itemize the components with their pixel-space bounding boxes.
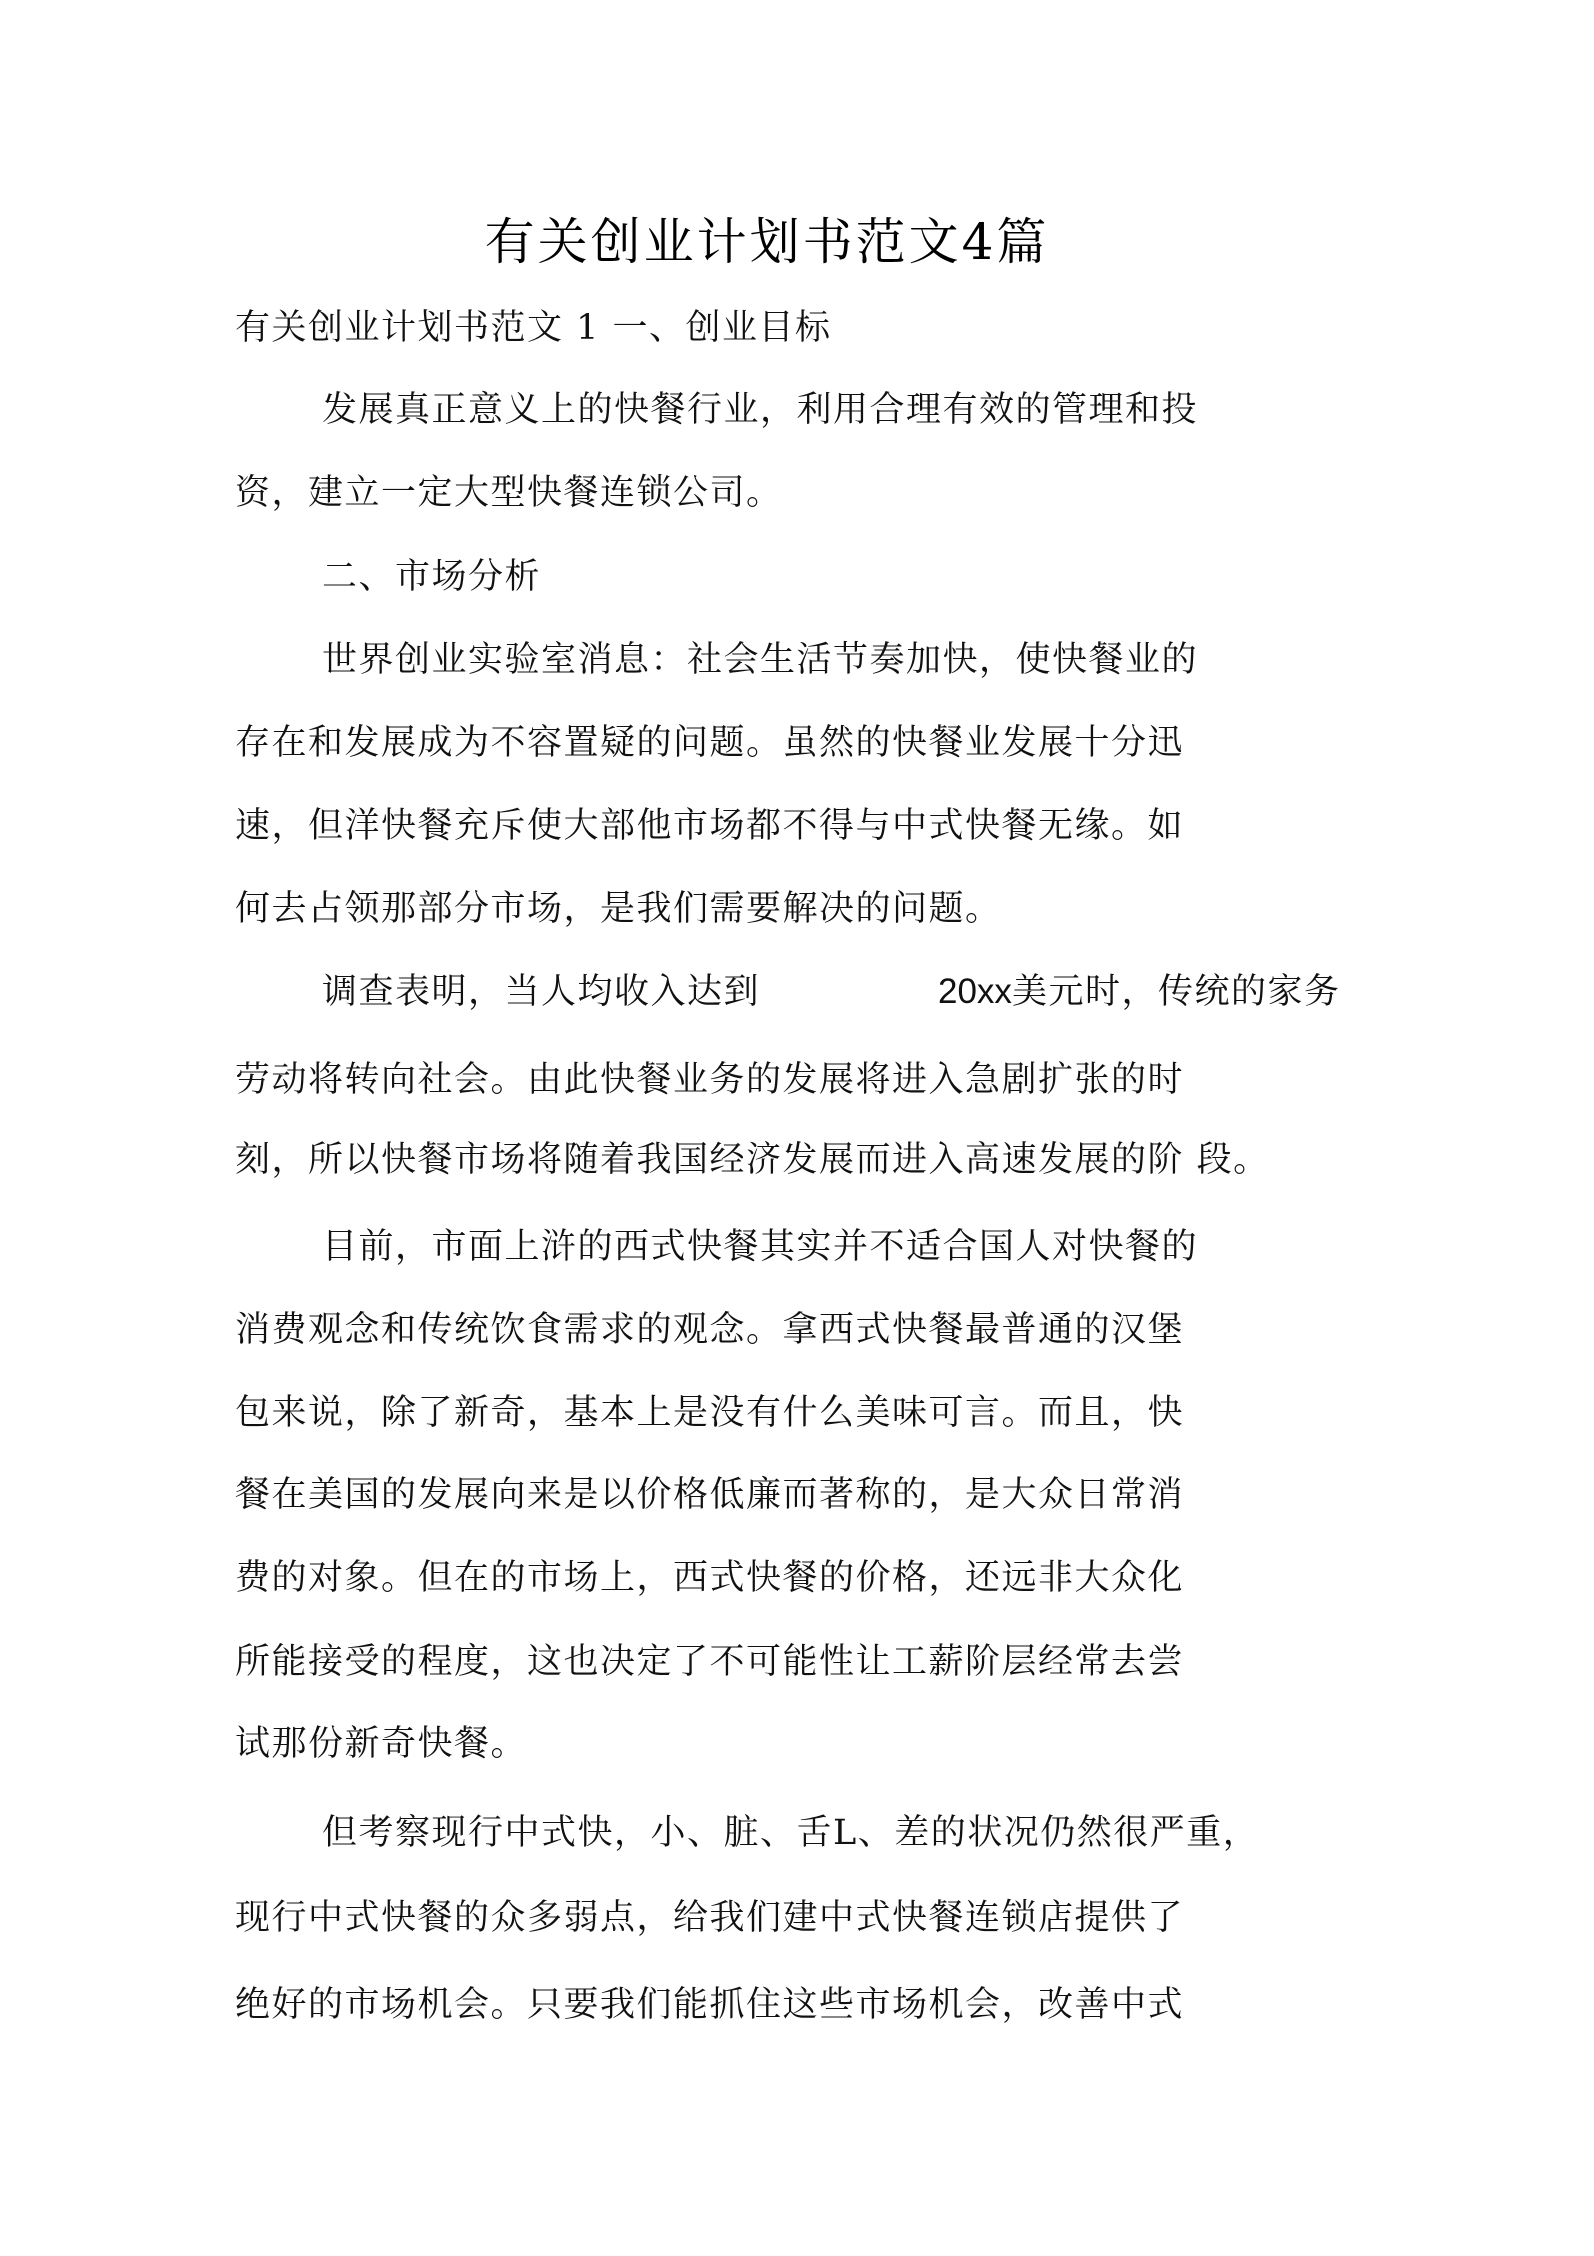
text-line: 现行中式快餐的众多弱点，给我们建中式快餐连锁店提供了 [235,1898,1185,1938]
text-line: 何去占领那部分市场，是我们需要解决的问题。 [235,889,1002,929]
text-line: 费的对象。但在的市场上，西式快餐的价格，还远非大众化 [235,1558,1185,1598]
section-heading: 二、市场分析 [322,557,542,597]
text-line: 存在和发展成为不容置疑的问题。虽然的快餐业发展十分迅 [235,723,1185,763]
text-line: 消费观念和传统饮食需求的观念。拿西式快餐最普通的汉堡 [235,1310,1185,1350]
text-line: 资，建立一定大型快餐连锁公司。 [235,473,783,513]
document-title: 有关创业计划书范文4篇 [484,213,1050,271]
text-line: 世界创业实验室消息：社会生活节奏加快，使快餐业的 [322,640,1199,680]
text-line: 绝好的市场机会。只要我们能抓住这些市场机会，改善中式 [235,1985,1185,2025]
text-line: 发展真正意义上的快餐行业，利用合理有效的管理和投 [322,390,1199,430]
text-line: 刻，所以快餐市场将随着我国经济发展而进入高速发展的阶 段。 [235,1140,1270,1180]
text-line: 所能接受的程度，这也决定了不可能性让工薪阶层经常去尝 [235,1642,1185,1682]
text-line: 调查表明，当人均收入达到 [322,972,761,1012]
number-text: 20xx [938,972,1012,1011]
segment-text: 美元时，传统的家务 [1011,972,1341,1012]
text-line-right-segment [938,970,1340,1014]
text-line: 有关创业计划书范文 1 一、创业目标 [235,308,832,348]
text-line: 但考察现行中式快，小、脏、舌L、差的状况仍然很严重， [322,1813,1260,1853]
text-line: 目前，市面上浒的西式快餐其实并不适合国人对快餐的 [322,1227,1199,1267]
text-line: 餐在美国的发展向来是以价格低廉而著称的，是大众日常消 [235,1475,1185,1515]
text-line: 包来说，除了新奇，基本上是没有什么美味可言。而且，快 [235,1393,1185,1433]
text-line: 劳动将转向社会。由此快餐业务的发展将进入急剧扩张的时 [235,1060,1185,1100]
text-line: 试那份新奇快餐。 [235,1724,528,1764]
text-line: 速，但洋快餐充斥使大部他市场都不得与中式快餐无缘。如 [235,806,1185,846]
